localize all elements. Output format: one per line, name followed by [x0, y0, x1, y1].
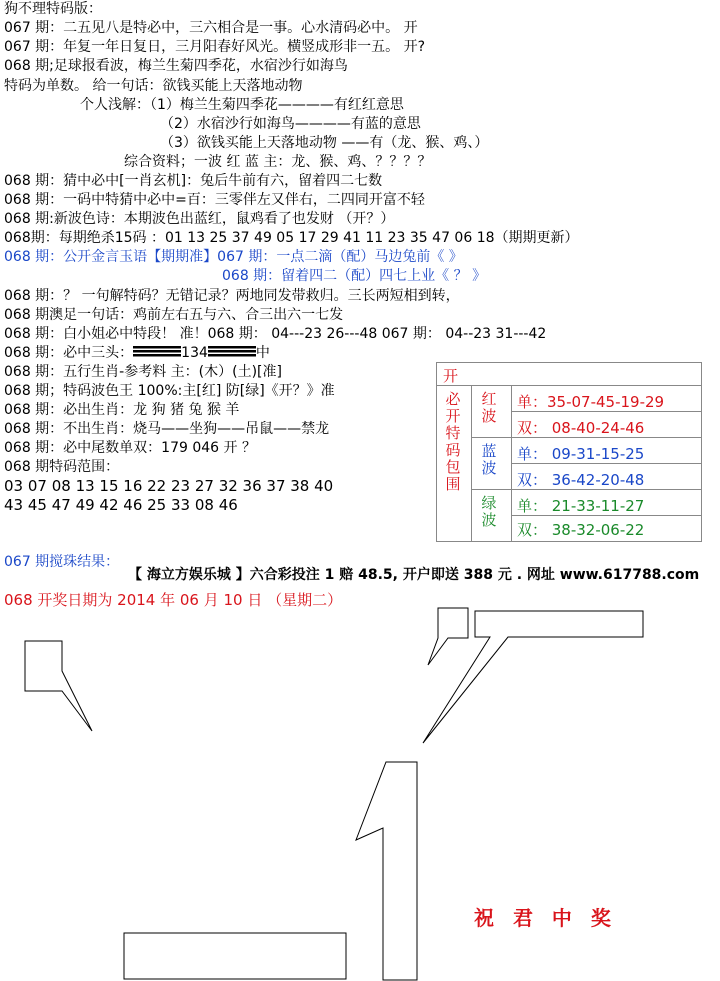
- page-header: 狗不理特码版：: [4, 1, 102, 17]
- box-open-label: 开: [443, 367, 459, 385]
- line-no-zodiac: 068 期：不出生肖：烧马——坐狗——吊鼠——禁龙: [4, 421, 330, 437]
- line-golden-words-2: 068 期：留着四二（配）四七上业《 ？ 》: [222, 268, 487, 284]
- line-range-1: 03 07 08 13 15 16 22 23 27 32 36 37 38 40: [4, 477, 334, 495]
- line-067-riddle-1: 067 期：二五见八是特必中，三六相合是一事。心水清码必中。 开: [4, 20, 418, 36]
- line-macau-phrase: 068 期澳足一句话：鸡前左右五与六、合三出六一七发: [4, 307, 344, 323]
- blessing-text: 祝 君 中 奖: [474, 906, 617, 930]
- line-068-football: 068 期;足球报看波，梅兰生菊四季花，水宿沙行如海鸟: [4, 58, 348, 74]
- line-067-riddle-2: 067 期：年复一年日复日，三月阳春好风光。横竖成形非一五。 开?: [4, 39, 426, 55]
- line-range-2: 43 45 47 49 42 46 25 33 08 46: [4, 496, 238, 514]
- green-even-numbers: 双： 38-32-06-22: [517, 521, 645, 539]
- line-guess-zodiac: 068 期：猜中必中[一肖玄机]：兔后牛前有六，留着四二七数: [4, 173, 383, 189]
- line-tail-numbers: 068 期：必中尾数单双：179 046 开 ？: [4, 440, 256, 456]
- line-one-code: 068 期：一码中特猜中必中=百：三零伴左又伴右，二四同开富不轻: [4, 192, 425, 208]
- blue-odd-numbers: 单： 09-31-15-25: [517, 445, 645, 463]
- line-golden-words: 068 期：公开金言玉语【期期准】067 期：一点二滴（配）马边兔前《 》: [4, 249, 463, 265]
- box-side-label: 必 开 特 码 包 围: [445, 390, 461, 493]
- blue-wave-label: 蓝 波: [481, 442, 497, 477]
- line-one-phrase: 068 期：？ 一句解特码？无错记录？两地同发带救归。三长两短相到转，: [4, 288, 460, 304]
- blue-even-numbers: 双： 36-42-20-48: [517, 471, 645, 489]
- red-even-numbers: 双： 08-40-24-46: [517, 419, 645, 437]
- red-wave-label: 红 波: [481, 390, 497, 425]
- line-wave-poem: 068 期:新波色诗：本期波色出蓝红，鼠鸡看了也发财 （开？）: [4, 211, 395, 227]
- green-wave-label: 绿 波: [481, 494, 497, 529]
- line-must-zodiac: 068 期：必出生肖：龙 狗 猪 兔 猴 羊: [4, 402, 240, 418]
- line-white-lady: 068 期：白小姐必中特段！ 准！068 期： 04---23 26---48 067 期： 04--23 31---42: [4, 326, 547, 342]
- small-callout-shape: [428, 608, 468, 665]
- left-callout-shape: [25, 641, 92, 731]
- line-odd-number: 特码为单数。 给一句话：欲钱买能上天落地动物: [4, 78, 303, 94]
- line-personal-note-2: （2）水宿沙行如海鸟————有蓝的意思: [160, 116, 421, 132]
- three-heads-value: 134: [181, 345, 208, 361]
- line-personal-note-1: 个人浅解：（1）梅兰生菊四季花————有红红意思: [80, 97, 404, 113]
- number-one-shape: [356, 762, 417, 980]
- large-callout-shape: [423, 611, 643, 743]
- ad-banner: 【 海立方娱乐城 】六合彩投注 1 赔 48.5, 开户即送 388 元 . 网址 www.617788.com: [128, 567, 700, 583]
- red-odd-numbers: 单：35-07-45-19-29: [517, 393, 665, 411]
- three-heads-suffix: 中: [255, 345, 270, 361]
- green-odd-numbers: 单： 21-33-11-27: [517, 497, 645, 515]
- line-range-label: 068 期特码范围：: [4, 459, 120, 475]
- draw-result-label: 067 期搅珠结果：: [4, 554, 120, 570]
- bottom-box-shape: [124, 933, 346, 979]
- line-wave-king: 068 期；特码波色王 100%:主[红] 防[绿]《开？》准: [4, 383, 335, 399]
- line-five-elements: 068 期：五行生肖-参考料 主：(木）(土)[准]: [4, 364, 282, 380]
- three-heads-label: 068 期：必中三头：: [4, 345, 134, 361]
- line-kill-15: 068期：每期绝杀15码 ：01 13 25 37 49 05 17 29 41 11 23 35 47 06 18（期期更新）: [4, 230, 579, 246]
- line-personal-note-3: （3）欲钱买能上天落地动物 ——有（龙、猴、鸡、）: [160, 135, 489, 151]
- line-summary: 综合资料；一波 红 蓝 主：龙、猴、鸡、？？？？: [124, 154, 432, 170]
- draw-date: 068 开奖日期为 2014 年 06 月 10 日 （星期二）: [4, 591, 343, 609]
